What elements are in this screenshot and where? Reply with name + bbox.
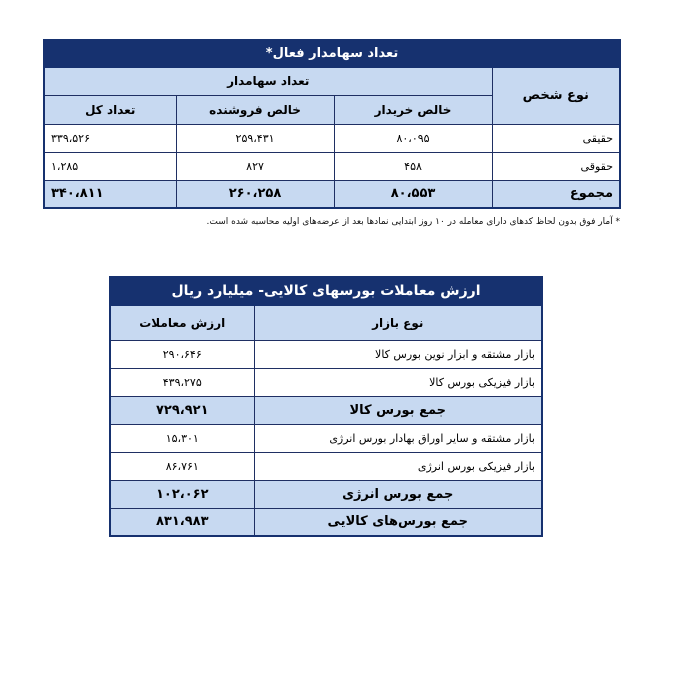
market-type-cell: جمع بورس کالا xyxy=(254,396,542,424)
subtotal-row xyxy=(110,396,542,424)
net-seller-cell: ۲۵۹،۴۳۱ xyxy=(176,124,334,152)
net-seller-cell: ۸۲۷ xyxy=(176,152,334,180)
trade-value-cell: ۸۶،۷۶۱ xyxy=(110,452,254,480)
trade-value-cell: ۷۲۹،۹۲۱ xyxy=(110,396,254,424)
market-type-cell: جمع بورس انرژی xyxy=(254,480,542,508)
market-type-cell: بازار فیزیکی بورس کالا xyxy=(254,368,542,396)
market-type-header: نوع بازار xyxy=(254,305,542,340)
net-seller-header: خالص فروشنده xyxy=(176,95,334,124)
table1-title: تعداد سهامدار فعال* xyxy=(44,40,620,67)
person-type-cell: حقیقی xyxy=(492,124,620,152)
trade-value-cell: ۴۳۹،۲۷۵ xyxy=(110,368,254,396)
total-count-cell: ۳۳۹،۵۲۶ xyxy=(44,124,176,152)
net-buyer-header: خالص خریدار xyxy=(334,95,492,124)
market-type-cell: بازار مشتقه و ابزار نوین بورس کالا xyxy=(254,340,542,368)
net-buyer-cell: ۸۰،۰۹۵ xyxy=(334,124,492,152)
commodity-exchange-value-table xyxy=(109,276,543,537)
sum-total: ۳۴۰،۸۱۱ xyxy=(44,180,176,208)
trade-value-header: ارزش معاملات xyxy=(110,305,254,340)
active-shareholders-table xyxy=(43,39,621,209)
shareholders-group-header: تعداد سهامدار xyxy=(44,67,492,95)
sum-net-buyer: ۸۰،۵۵۳ xyxy=(334,180,492,208)
table-row xyxy=(110,340,542,368)
sum-row xyxy=(44,180,620,208)
net-buyer-cell: ۴۵۸ xyxy=(334,152,492,180)
sum-label: مجموع xyxy=(492,180,620,208)
total-count-header: تعداد کل xyxy=(44,95,176,124)
total-count-cell: ۱،۲۸۵ xyxy=(44,152,176,180)
table-row xyxy=(44,152,620,180)
table-row xyxy=(44,124,620,152)
table-row xyxy=(110,424,542,452)
subtotal-row xyxy=(110,480,542,508)
market-type-cell: جمع بورس‌های کالایی xyxy=(254,508,542,536)
trade-value-cell: ۱۵،۳۰۱ xyxy=(110,424,254,452)
table-row xyxy=(110,368,542,396)
sum-net-seller: ۲۶۰،۲۵۸ xyxy=(176,180,334,208)
trade-value-cell: ۱۰۲،۰۶۲ xyxy=(110,480,254,508)
trade-value-cell: ۸۳۱،۹۸۳ xyxy=(110,508,254,536)
market-type-cell: بازار مشتقه و سایر اوراق بهادار بورس انرژی xyxy=(254,424,542,452)
market-type-cell: بازار فیزیکی بورس انرژی xyxy=(254,452,542,480)
person-type-cell: حقوقی xyxy=(492,152,620,180)
trade-value-cell: ۲۹۰،۶۴۶ xyxy=(110,340,254,368)
person-type-header: نوع شخص xyxy=(492,67,620,124)
table-row xyxy=(110,452,542,480)
subtotal-row xyxy=(110,508,542,536)
table2-title: ارزش معاملات بورسهای کالایی- میلیارد ریال xyxy=(110,277,542,305)
footnote: * آمار فوق بدون لحاظ کدهای دارای معامله در ۱۰ روز ابتدایی نمادها بعد از عرضه‌های اولیه محاسبه شده است. xyxy=(206,217,620,227)
